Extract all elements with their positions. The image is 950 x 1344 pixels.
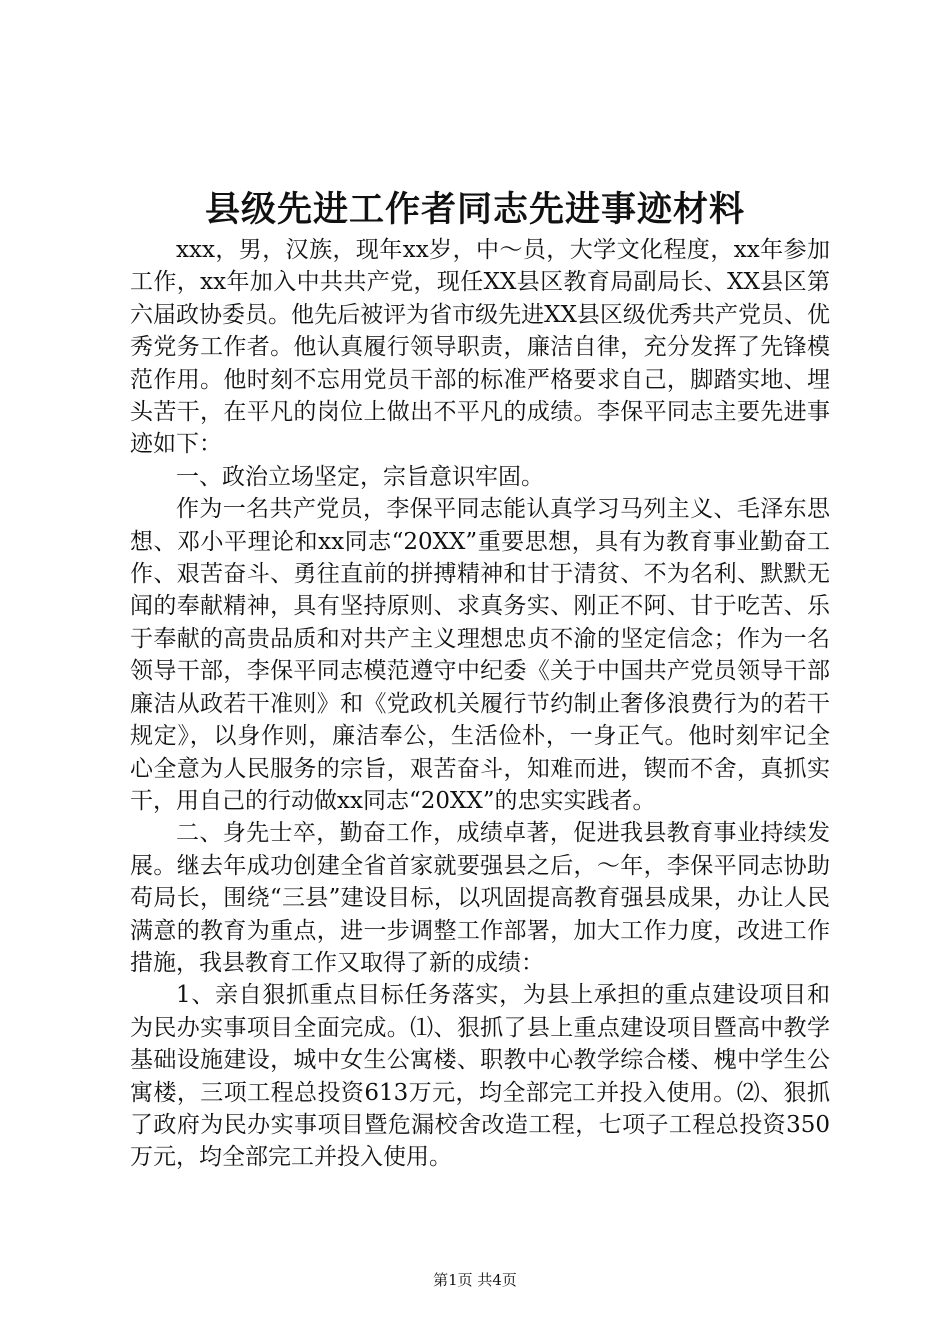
paragraph-section-1: 作为一名共产党员，李保平同志能认真学习马列主义、毛泽东思想、邓小平理论和xx同志“20XX”重要思想，具有为教育事业勤奋工作、艰苦奋斗、勇往直前的拼搏精神和甘于清贫、不为名利、默默无闻的奉献精神，具有坚持原则、求真务实、刚正不阿、甘于吃苦、乐于奉献的高贵品质和对共产主义理想忠贞不渝的坚定信念；作为一名领导干部，李保平同志模范遵守中纪委《关于中国共产党员领导干部廉洁从政若干准则》和《党政机关履行节约制止奢侈浪费行为的若干规定》，以身作则，廉洁奉公，生活俭朴，一身正气。他时刻牢记全心全意为人民服务的宗旨，艰苦奋斗，知难而进，锲而不舍，真抓实干，用自己的行动做xx同志“20XX”的忠实实践者。	[130, 496, 830, 814]
page-footer: 第1页 共4页	[433, 1271, 517, 1289]
section-heading-1: 一、政治立场坚定，宗旨意识牢固。	[176, 463, 544, 490]
document-body	[130, 234, 830, 1174]
paragraph-intro: xxx，男，汉族，现年xx岁，中～员，大学文化程度，xx年参加工作，xx年加入中共共产党，现任XX县区教育局副局长、XX县区第六届政协委员。他先后被评为省市级先进XX县区级优秀共产党员、优秀党务工作者。他认真履行领导职责，廉洁自律，充分发挥了先锋模范作用。他时刻不忘用党员干部的标准严格要求自己，脚踏实地、埋头苦干，在平凡的岗位上做出不平凡的成绩。李保平同志主要先进事迹如下：	[130, 237, 830, 458]
document-title: 县级先进工作者同志先进事迹材料	[204, 189, 745, 230]
paragraph-item-1: 1、亲自狠抓重点目标任务落实，为县上承担的重点建设项目和为民办实事项目全面完成。⑴、狠抓了县上重点建设项目暨高中教学基础设施建设，城中女生公寓楼、职教中心教学综合楼、槐中学生公寓楼，三项工程总投资613万元，均全部完工并投入使用。⑵、狠抓了政府为民办实事项目暨危漏校舍改造工程，七项子工程总投资350万元，均全部完工并投入使用。	[130, 982, 830, 1171]
section-heading-2: 二、身先士卒，勤奋工作，成绩卓著，促进我县教育事业持续发展。继去年成功创建全省首家就要强县之后，～年，李保平同志协助苟局长，围绕“三县”建设目标，以巩固提高教育强县成果，办让人民满意的教育为重点，进一步调整工作部署，加大工作力度，改进工作措施，我县教育工作又取得了新的成绩：	[130, 820, 830, 976]
